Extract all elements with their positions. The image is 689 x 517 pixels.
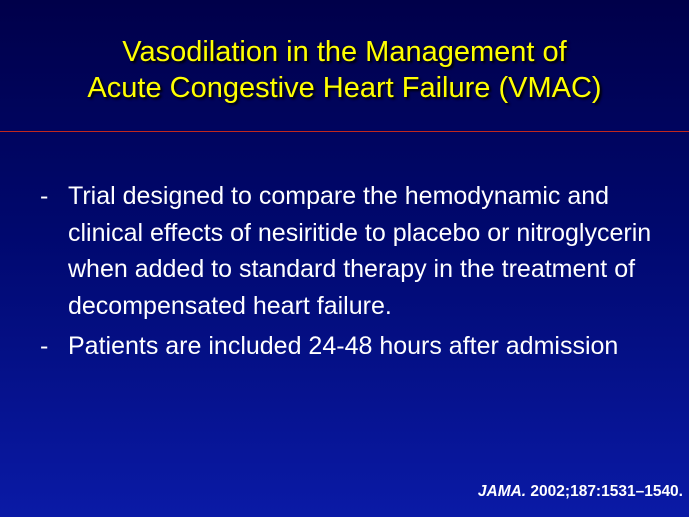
- bullet-text: Patients are included 24-48 hours after admission: [68, 332, 619, 360]
- citation-journal: JAMA.: [477, 483, 527, 500]
- citation-reference: 2002;187:1531–1540.: [526, 483, 683, 500]
- bullet-text: Trial designed to compare the hemodynamic and clinical effects of nesiritide to placebo or nitroglycerin when added to standard therapy in the treatment of decompensated heart failure.: [68, 182, 652, 320]
- bullet-item-inclusion: [40, 328, 670, 365]
- title-divider: [0, 131, 689, 132]
- bullet-list: [40, 178, 670, 369]
- title-line-1: Vasodilation in the Management of: [122, 36, 567, 68]
- bullet-dash: -: [40, 332, 49, 360]
- citation: [478, 483, 683, 501]
- slide-title: [0, 34, 689, 106]
- title-line-2: Acute Congestive Heart Failure (VMAC): [87, 72, 602, 104]
- bullet-item-trial-design: [40, 178, 670, 324]
- bullet-dash: -: [40, 182, 49, 210]
